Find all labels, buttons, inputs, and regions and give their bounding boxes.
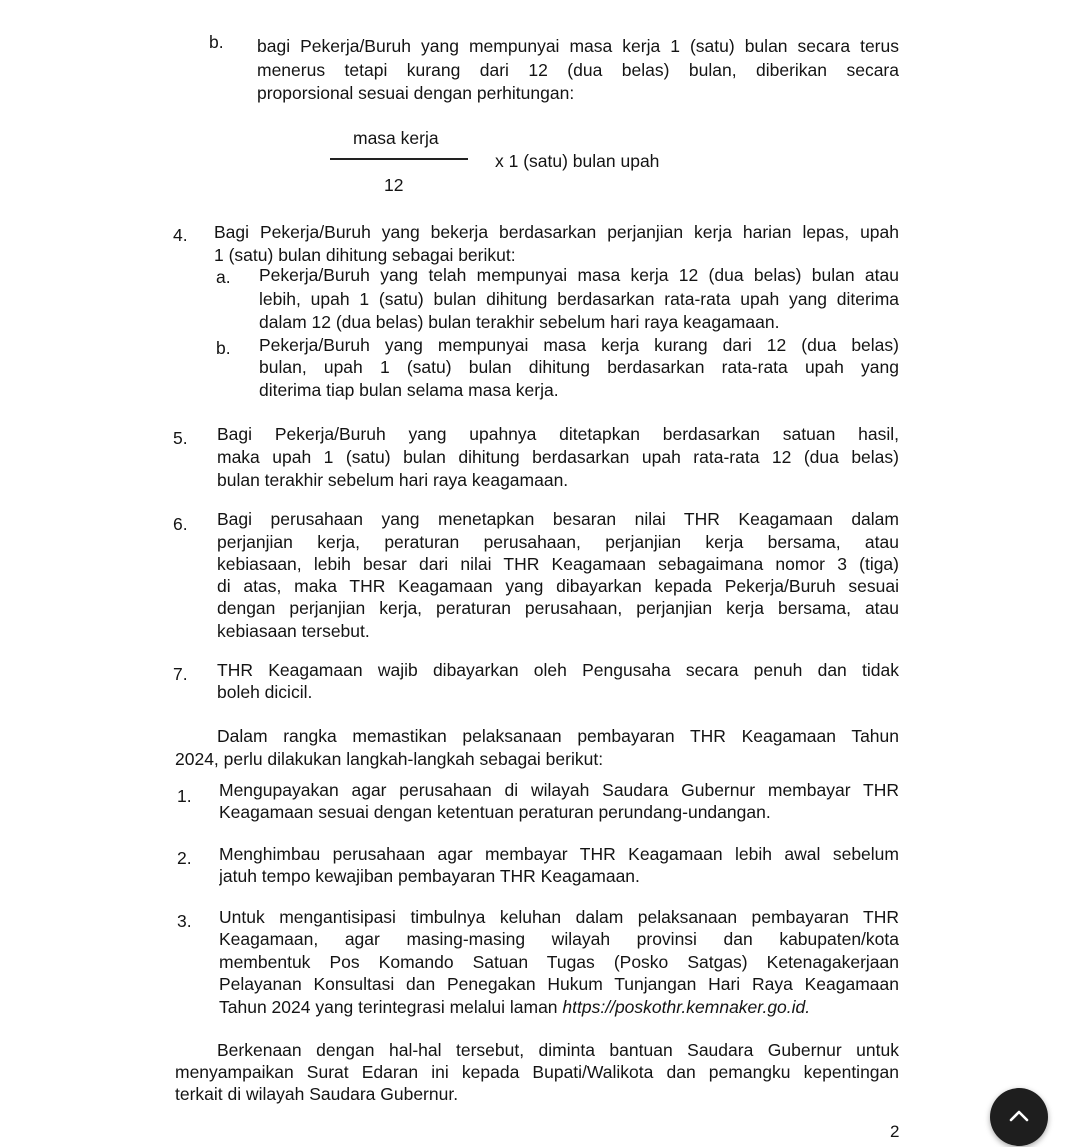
text-line: lebih, upah 1 (satu) bulan dihitung berdasarkan rata-rata upah yang diterima	[259, 289, 899, 309]
text-line: Keagamaan sesuai dengan ketentuan peraturan perundang-undangan.	[219, 802, 771, 822]
text-line: Bagi perusahaan yang menetapkan besaran nilai THR Keagamaan dalam	[217, 509, 899, 529]
text-line: menyampaikan Surat Edaran ini kepada Bupati/Walikota dan pemangku kepentingan	[175, 1062, 899, 1082]
text-line: dengan perjanjian kerja, peraturan perusahaan, perjanjian kerja bersama, atau	[217, 598, 899, 618]
text-line: 1 (satu) bulan dihitung sebagai berikut:	[214, 245, 516, 265]
list-marker: 3.	[177, 911, 192, 931]
text-line: Pekerja/Buruh yang telah mempunyai masa kerja 12 (dua belas) bulan atau	[259, 265, 899, 285]
list-marker: b.	[209, 32, 224, 52]
text-line: Menghimbau perusahaan agar membayar THR Keagamaan lebih awal sebelum	[219, 844, 899, 864]
text-line: Pelayanan Konsultasi dan Penegakan Hukum Tunjangan Hari Raya Keagamaan	[219, 974, 899, 994]
list-marker: 1.	[177, 786, 192, 806]
text-line: THR Keagamaan wajib dibayarkan oleh Pengusaha secara penuh dan tidak	[217, 660, 899, 680]
list-marker: b.	[216, 338, 231, 358]
scroll-to-top-button[interactable]	[990, 1088, 1048, 1146]
text-line: Untuk mengantisipasi timbulnya keluhan dalam pelaksanaan pembayaran THR	[219, 907, 899, 927]
formula-numerator: masa kerja	[353, 128, 439, 148]
text-line: Berkenaan dengan hal-hal tersebut, diminta bantuan Saudara Gubernur untuk	[217, 1040, 899, 1060]
formula-denominator: 12	[384, 175, 404, 195]
chevron-up-icon	[1007, 1106, 1031, 1126]
text-line: kebiasaan, lebih besar dari nilai THR Keagamaan sebagaimana nomor 3 (tiga)	[217, 554, 899, 574]
text-line: proporsional sesuai dengan perhitungan:	[257, 83, 575, 103]
text-line: bulan terakhir sebelum hari raya keagamaan.	[217, 470, 569, 490]
text-line: kebiasaan tersebut.	[217, 621, 370, 641]
text-line: diterima tiap bulan selama masa kerja.	[259, 380, 559, 400]
text-line: menerus tetapi kurang dari 12 (dua belas) bulan, diberikan secara	[257, 60, 899, 80]
text-line-with-url	[219, 996, 899, 1018]
text-line: membentuk Pos Komando Satuan Tugas (Posko Satgas) Ketenagakerjaan	[219, 952, 899, 972]
text-line: Bagi Pekerja/Buruh yang bekerja berdasarkan perjanjian kerja harian lepas, upah	[214, 222, 899, 242]
text-line: 2024, perlu dilakukan langkah-langkah sebagai berikut:	[175, 749, 604, 769]
list-marker: 4.	[173, 225, 188, 245]
list-marker: a.	[216, 267, 231, 287]
formula-multiplier: x 1 (satu) bulan upah	[495, 151, 660, 171]
text-line: Mengupayakan agar perusahaan di wilayah Saudara Gubernur membayar THR	[219, 780, 899, 800]
text-line: di atas, maka THR Keagamaan yang dibayarkan kepada Pekerja/Buruh sesuai	[217, 576, 899, 596]
text-line: bagi Pekerja/Buruh yang mempunyai masa kerja 1 (satu) bulan secara terus	[257, 36, 899, 56]
list-marker: 6.	[173, 514, 188, 534]
text-line: boleh dicicil.	[217, 682, 313, 702]
text-line: Dalam rangka memastikan pelaksanaan pembayaran THR Keagamaan Tahun	[217, 726, 899, 746]
page-number: 2	[890, 1122, 900, 1141]
list-marker: 2.	[177, 848, 192, 868]
text-line: jatuh tempo kewajiban pembayaran THR Keagamaan.	[219, 866, 640, 886]
list-marker: 5.	[173, 428, 188, 448]
fraction-bar	[330, 158, 468, 160]
text-line: Pekerja/Buruh yang mempunyai masa kerja kurang dari 12 (dua belas)	[259, 335, 899, 355]
text-line: Keagamaan, agar masing-masing wilayah provinsi dan kabupaten/kota	[219, 929, 899, 949]
list-marker: 7.	[173, 664, 188, 684]
text-line: bulan, upah 1 (satu) bulan dihitung berdasarkan rata-rata upah yang	[259, 357, 899, 377]
text-line: perjanjian kerja, peraturan perusahaan, perjanjian kerja bersama, atau	[217, 532, 899, 552]
poskothr-link[interactable]: https://poskothr.kemnaker.go.id.	[562, 997, 811, 1017]
text-fragment: Tahun 2024 yang terintegrasi melalui laman	[219, 997, 558, 1017]
text-line: terkait di wilayah Saudara Gubernur.	[175, 1084, 459, 1104]
text-line: dalam 12 (dua belas) bulan terakhir sebelum hari raya keagamaan.	[259, 312, 780, 332]
text-line: maka upah 1 (satu) bulan dihitung berdasarkan upah rata-rata 12 (dua belas)	[217, 447, 899, 467]
text-line: Bagi Pekerja/Buruh yang upahnya ditetapkan berdasarkan satuan hasil,	[217, 424, 899, 444]
